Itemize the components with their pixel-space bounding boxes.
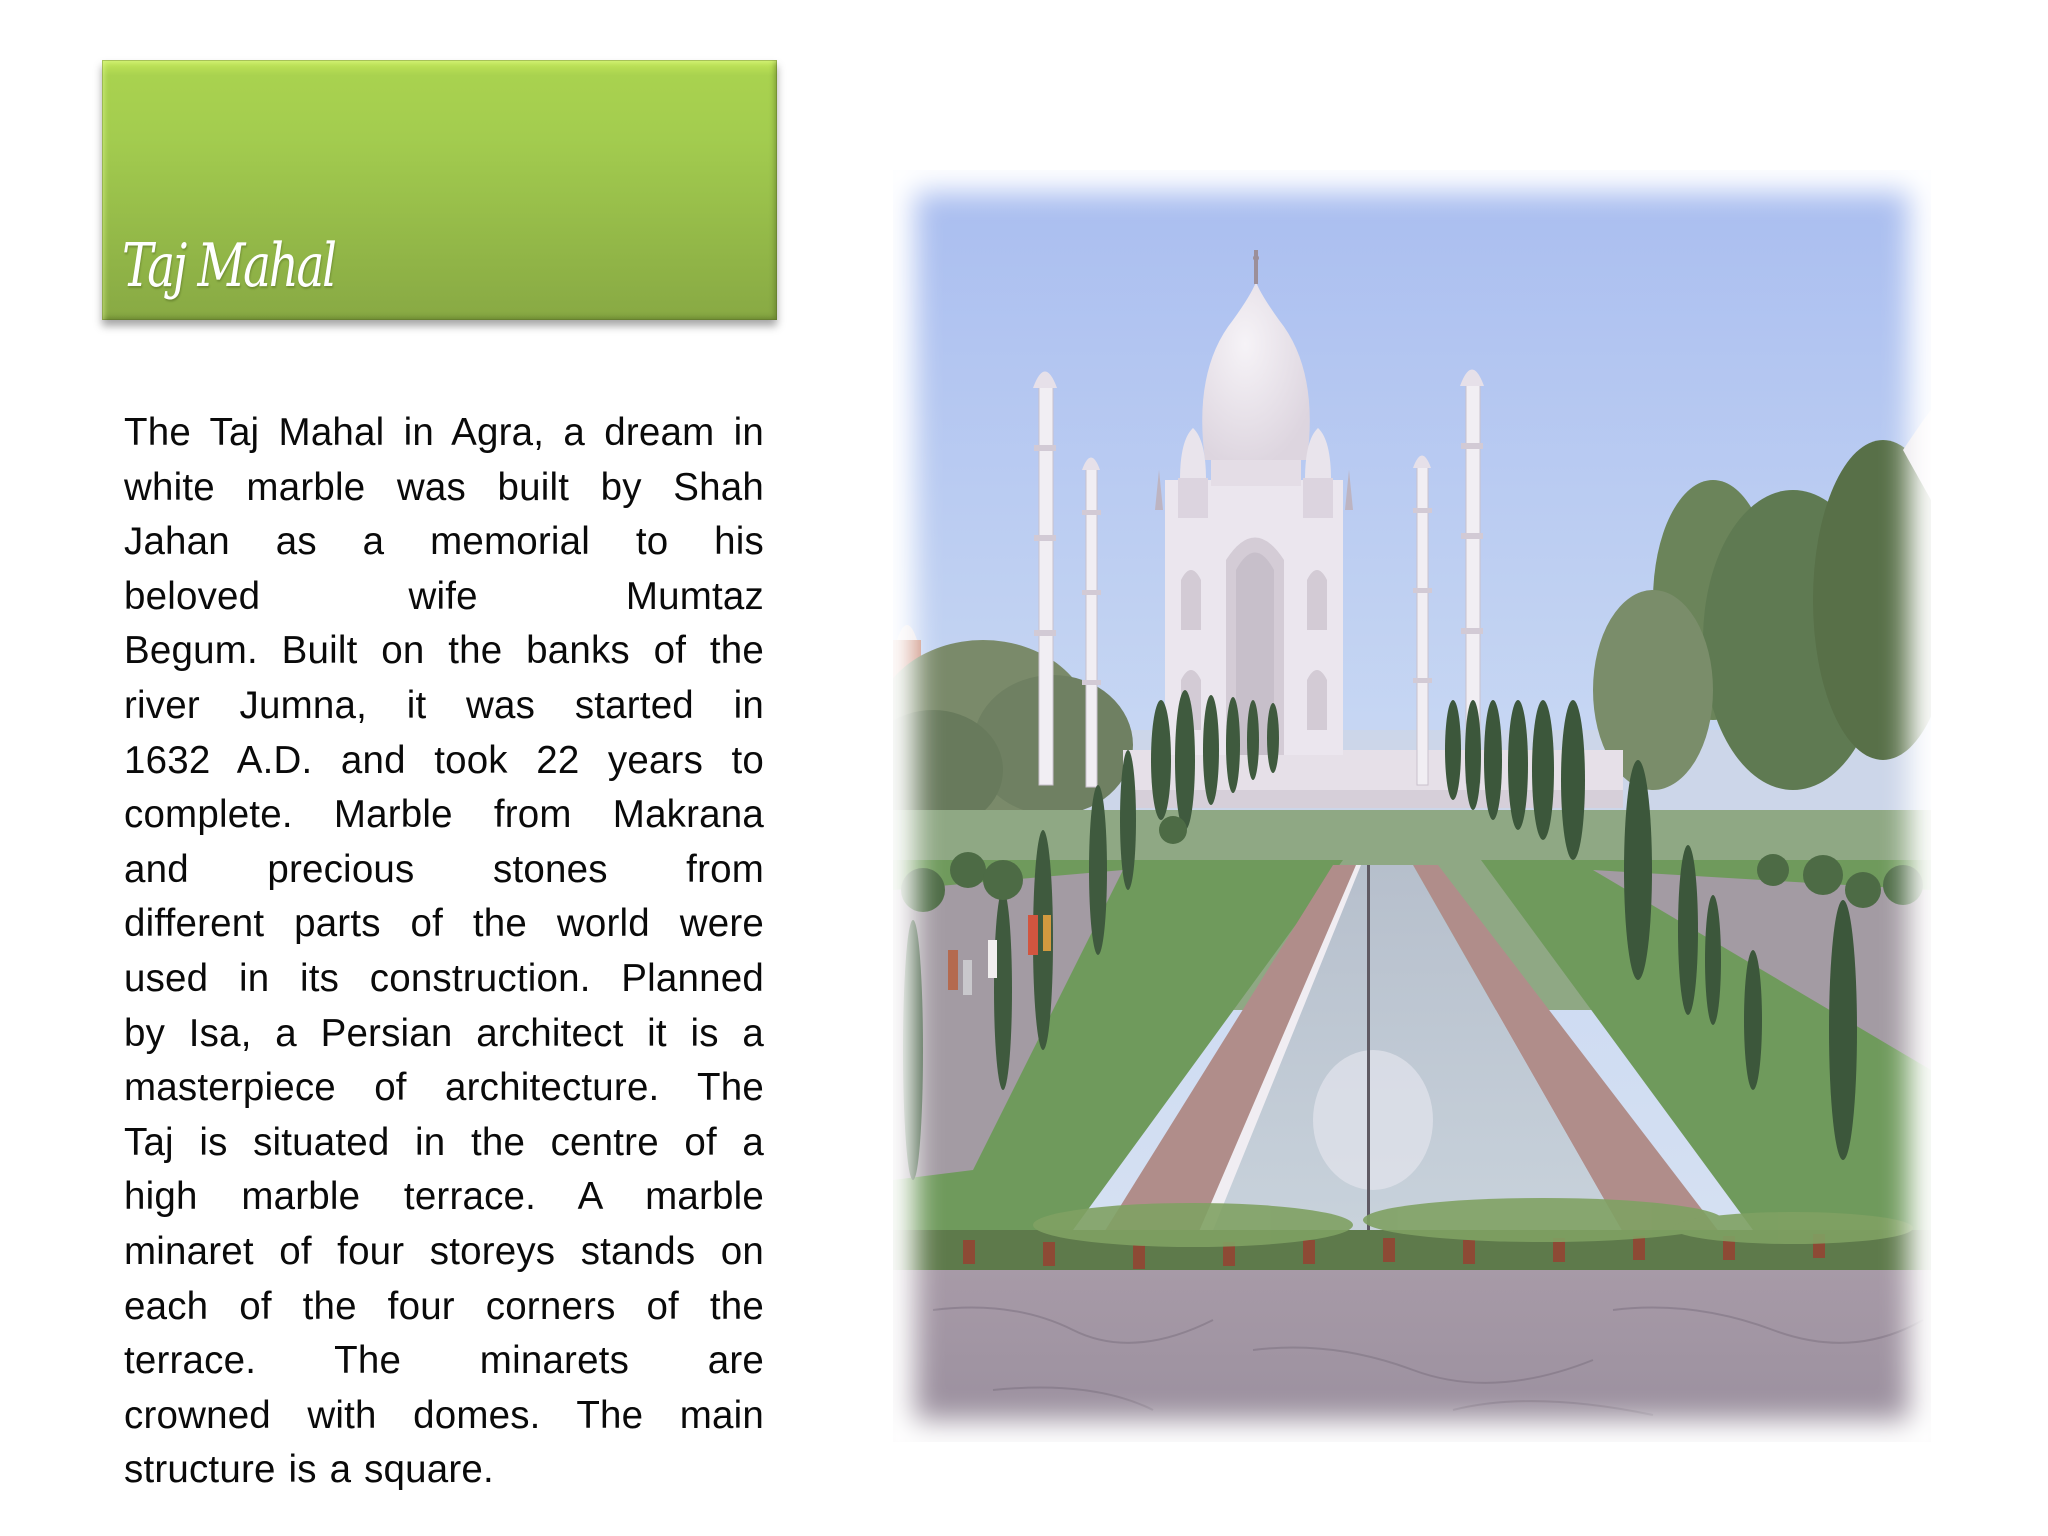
body-line: white marble was built by Shah <box>124 465 764 509</box>
body-line: masterpiece of architecture. The <box>124 1066 764 1110</box>
body-line: river Jumna, it was started in <box>124 683 764 727</box>
body-line: complete. Marble from Makrana <box>124 793 764 837</box>
body-paragraph <box>124 406 764 1498</box>
body-line: by Isa, a Persian architect it is a <box>124 1011 764 1055</box>
body-line: crowned with domes. The main <box>124 1393 764 1437</box>
body-line: different parts of the world were <box>124 902 764 946</box>
body-line: Jahan as a memorial to his <box>124 520 764 564</box>
body-line: 1632 A.D. and took 22 years to <box>124 738 764 782</box>
body-line: The Taj Mahal in Agra, a dream in <box>124 411 764 454</box>
slide-title: Taj Mahal <box>122 231 335 301</box>
body-line: each of the four corners of the <box>124 1284 764 1328</box>
body-line: terrace. The minarets are <box>124 1339 764 1383</box>
body-line: high marble terrace. A marble <box>124 1175 764 1219</box>
taj-mahal-photo <box>893 170 1931 1442</box>
body-line: Taj is situated in the centre of a <box>124 1120 764 1164</box>
body-line: beloved wife Mumtaz <box>124 574 764 618</box>
body-line: Begum. Built on the banks of the <box>124 629 764 673</box>
body-line: and precious stones from <box>124 847 764 891</box>
body-line: structure is a square. <box>124 1448 494 1492</box>
body-line: used in its construction. Planned <box>124 956 764 1000</box>
body-line: minaret of four storeys stands on <box>124 1229 764 1273</box>
title-banner <box>102 60 777 320</box>
